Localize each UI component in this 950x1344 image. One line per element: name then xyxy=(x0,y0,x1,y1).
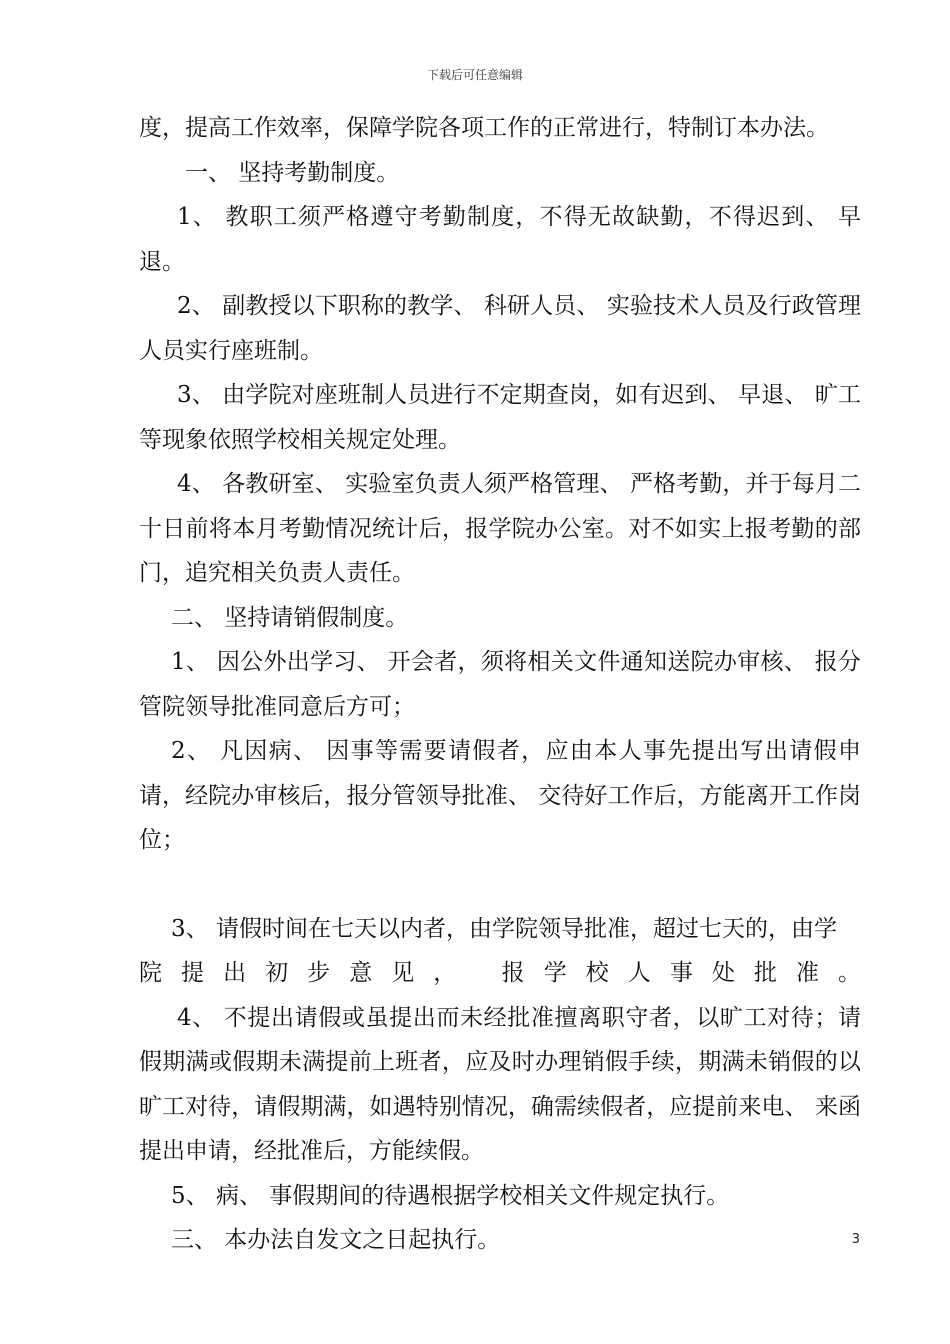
attendance-item-2: 2、 副教授以下职称的教学、 科研人员、 实验技术人员及行政管理人员实行座班制。 xyxy=(139,293,861,364)
leave-item-4: 4、 不提出请假或虽提出而未经批准擅离职守者，以旷工对待；请假期满或假期未满提前上班者，应及时办理销假手续，期满未销假的以旷工对待，请假期满，如遇特别情况，确需续假者，应提前来电、 来函提出申请，经批准后，方能续假。 xyxy=(139,1004,861,1164)
leave-item-3-line-1: 3、 请假时间在七天以内者，由学院领导批准，超过七天的，由学 xyxy=(171,915,837,942)
attendance-item-4: 4、 各教研室、 实验室负责人须严格管理、 严格考勤，并于每月二十日前将本月考勤情况统计后，报学院办公室。对不如实上报考勤的部门，追究相关负责人责任。 xyxy=(139,471,861,586)
section-heading-attendance: 一、 坚持考勤制度。 xyxy=(185,159,400,186)
section-heading-effective: 三、 本办法自发文之日起执行。 xyxy=(171,1227,501,1253)
paragraph-intro-continuation: 度，提高工作效率，保障学院各项工作的正常进行，特制订本办法。 xyxy=(139,115,829,141)
attendance-item-1: 1、 教职工须严格遵守考勤制度，不得无故缺勤，不得迟到、 早退。 xyxy=(139,204,861,275)
document-body xyxy=(139,106,861,1263)
page-number: 3 xyxy=(851,1232,860,1247)
paragraph-gap xyxy=(139,863,861,907)
leave-item-3-line-2: 院提出初步意见， 报学校人事处批准。 xyxy=(139,960,861,986)
leave-item-1: 1、 因公外出学习、 开会者，须将相关文件通知送院办审核、 报分管院领导批准同意后方可； xyxy=(139,649,861,720)
section-heading-leave: 二、 坚持请销假制度。 xyxy=(171,604,409,631)
leave-item-5: 5、 病、 事假期间的待遇根据学校相关文件规定执行。 xyxy=(171,1182,730,1209)
attendance-item-3: 3、 由学院对座班制人员进行不定期查岗，如有迟到、 早退、 旷工等现象依照学校相关规定处理。 xyxy=(139,382,861,453)
leave-item-2: 2、 凡因病、 因事等需要请假者，应由本人事先提出写出请假申请，经院办审核后，报分管领导批准、 交待好工作后，方能离开工作岗位； xyxy=(139,738,861,853)
page-header: 下载后可任意编辑 xyxy=(426,68,523,82)
